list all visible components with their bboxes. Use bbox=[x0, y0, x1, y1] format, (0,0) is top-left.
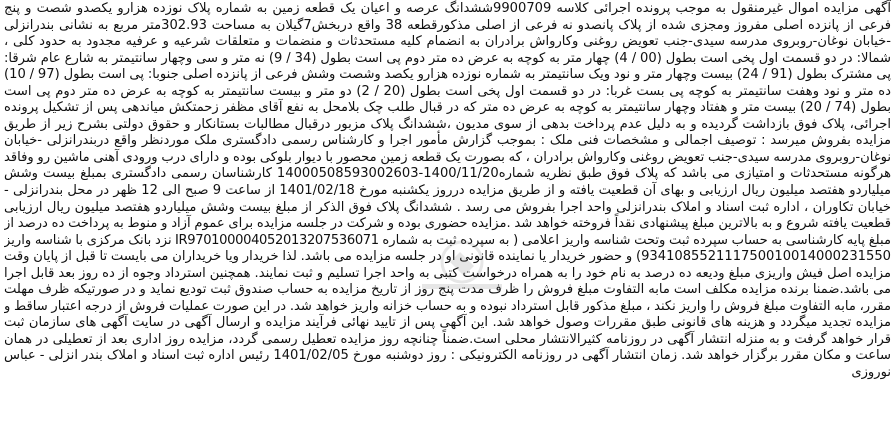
auction-notice-text bbox=[4, 0, 891, 432]
notice-paragraph: آگهی مزایده اموال غیرمنقول به موجب پرونده اجرائی کلاسه 9900709ششدانگ عرصه و اعیان یک قطعه زمین به شماره پلاک نوزده هزارو یکصدو شصت و پنج فرعی از پانزده اصلی مفروز ومجزی شده از پلاک پانصدو نه فرعی از اصلی مذکورقطعه 38 واقع دربخش7گیلان به مساحت 302.93متر مربع به نشانی بندرانزلی -خیابان نوغان-روبروی مدرسه سیدی-جنب تعویض روغنی وکارواش برادران به انضمام کلیه مستحدثات و منضمات و متعلقات شرعیه و عرفیه مجدود به حدود کلی ، شمالا: در دو قسمت اول پخی است بطول (00 / 4) چهار متر به کوچه به عرض ده متر دوم پی است بطول (34 / 9) نه متر و سی وچهار سانتیمتر به شارع عام شرقا: پی مشترک بطول (91 / 24) بیست وچهار متر و نود ویک سانتیمتر به شماره نوزده هزارو یکصد وشصت وشش فرعی از پانزده اصلی جنوبا: پی است بطول (97 / 10) ده متر و نود وهفت سانتیمتر به کوچه پی بست غربا: در دو قسمت اول پخی است بطول (20 / 2) دو متر و بیست سانتیمتر به کوچه به عرض ده متر دوم پی است بطول (74 / 20) بیست متر و هفتاد وچهار سانتیمتر به کوچه به عرض ده متر که در قبال طلب چک بلامحل به نفع آقای مظفر زحمتکش میاندهی پس از تشکیل پرونده اجرائی، پلاک فوق بازداشت گردیده و به دلیل عدم پرداخت بدهی از سوی مدیون ،ششدانگ پلاک مزبور درقبال مطالبات بستانکار و حقوق دولتی بشرح زیر از طریق مزایده بفروش میرسد : توصیف اجمالی و مشخصات فنی ملک : بموجب گزارش مأمور اجرا و کارشناس رسمی دادگستری ملک موردنظر واقع دربندرانزلی -خیابان نوغان-روبروی مدرسه سیدی-جنب تعویض روغنی وکارواش برادران ، که بصورت یک قطعه زمین محصور با دیوار بلوکی بوده و دارای درب ورودی آهنی ماشین رو وفاقد هرگونه مستحدثات و امتیازی می باشد که پلاک فوق طبق نظریه شماره1400/11/20-14000508593002603 کارشناسان رسمی دادگستری بمبلغ بیست وشش میلیاردو هفتصد میلیون ریال ارزیابی و بهای آن قطعیت یافته و از طریق مزایده درروز یکشنبه مورخ 1401/02/18 از ساعت 9 صبح الی 12 ظهر در محل بندرانزلی - خیابان تکاوران ، اداره ثبت اسناد و املاک بندرانزلی واحد اجرا بفروش می رسد . ششدانگ پلاک فوق الذکر از مبلغ بیست وشش میلیاردو هفتصد میلیون ریال ارزیابی قطعیت یافته شروع و به بالاترین مبلغ پیشنهادی نقداً فروخته خواهد شد .مزایده حضوری بوده و شرکت در جلسه مزایده برای عموم آزاد و منوط به پرداخت ده درصد از مبلغ پایه کارشناسی به حساب سپرده ثبت وتحت شناسه واریز اعلامی ( به سپرده ثبت به شماره IR970100004052013207536071 نزد بانک مرکزی با شناسه واریز 934108552111750010014000231550) و حضور خریدار یا نماینده قانونی او در جلسه مزایده می باشد. لذا خریدار ویا خریداران می بایست تا قبل از پایان وقت مزایده اصل فیش واریزی مبلغ ودیعه ده درصد به نام خود را به همراه درخواست کتبی به واحد اجرا تسلیم و ثبت نمایند. همچنین استرداد وجوه از ده روز بعد قابل اجرا می باشد.ضمنا برنده مزایده مکلف است مابه التفاوت مبلغ فروش را ظرف مدت پنج روز از تاریخ مزایده به حساب صندوق ثبت تودیع نماید و در صورتیکه ظرف مهلت مقرر، مابه التفاوت مبلغ فروش را واریز نکند ، مبلغ مذکور قابل استرداد نبوده و به حساب خزانه واریز خواهد شد. در این صورت عملیات فروش از درجه اعتبار ساقط و مزایده تجدید میگردد و هزینه های قانونی طبق مقررات وصول خواهد شد. این آگهی پس از تایید نهائی فرآیند مزایده و ارسال آگهی در سایت آگهی های سازمان ثبت قرار خواهد گرفت و به منزله انتشار آگهی در روزنامه کثیرالانتشار محلی است.ضمناً چنانچه روز مزایده تعطیل رسمی گردد، مزایده روز اداری بعد از تعطیلی در همان ساعت و مکان مقرر برگزار خواهد شد. زمان انتشار آگهی در روزنامه الکترونیکی : روز دوشنبه مورخ 1401/02/05 رئیس اداره ثبت اسناد و املاک بندر انزلی - عباس نوروزی bbox=[4, 1, 891, 381]
